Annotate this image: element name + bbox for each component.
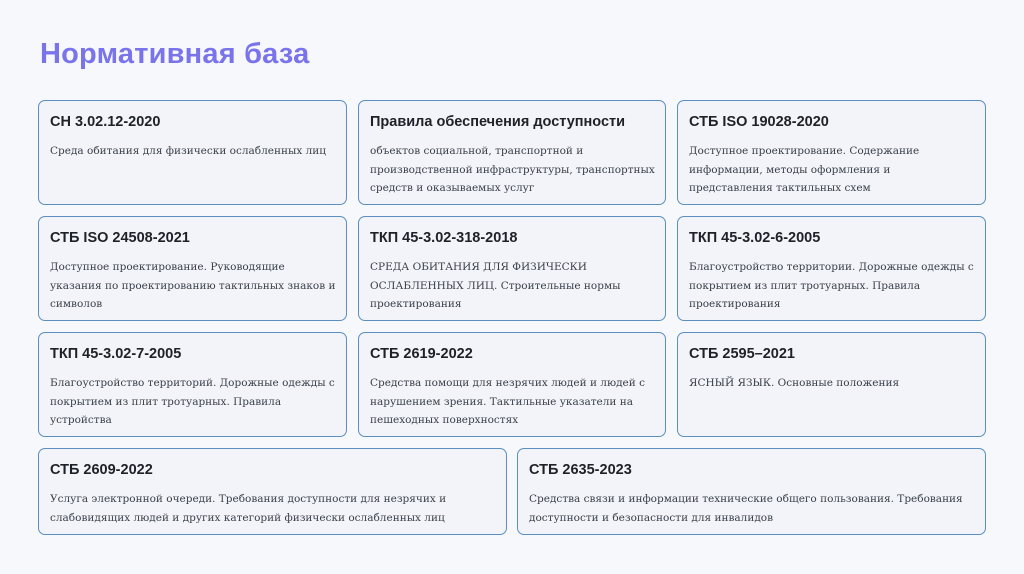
card-title: ТКП 45-3.02-7-2005 [50,346,182,362]
card-title: ТКП 45-3.02-6-2005 [689,230,821,246]
standard-card-stb-2619-2022 [358,332,666,437]
standard-card-stb-2609-2022 [38,448,507,535]
card-description: объектов социальной, транспортной и производственной инфраструктуры, транспортных средств и оказываемых услуг [370,145,655,194]
card-description: Доступное проектирование. Содержание информации, методы оформления и представления тактильных схем [689,145,920,194]
card-title: СН 3.02.12-2020 [50,114,161,130]
standard-card-accessibility-rules [358,100,666,205]
card-title: Правила обеспечения доступности [370,114,626,130]
card-description: Благоустройство территорий. Дорожные одежды с покрытием из плит тротуарных. Правила устройства [50,377,335,426]
page-title: Нормативная база [40,38,310,70]
card-description: Средства помощи для незрячих людей и людей с нарушением зрения. Тактильные указатели на пешеходных поверхностях [370,377,645,426]
standard-card-sn-3-02-12-2020 [38,100,347,205]
card-title: СТБ ISO 24508-2021 [50,230,190,246]
standard-card-stb-2635-2023 [517,448,986,535]
standard-card-tkp-45-3-02-6-2005 [677,216,986,321]
standard-card-tkp-45-3-02-318-2018 [358,216,666,321]
card-title: СТБ 2595–2021 [689,346,795,362]
standard-card-tkp-45-3-02-7-2005 [38,332,347,437]
card-description: СРЕДА ОБИТАНИЯ ДЛЯ ФИЗИЧЕСКИ ОСЛАБЛЕННЫХ ЛИЦ. Строительные нормы проектирования [370,261,621,310]
card-description: Средства связи и информации технические общего пользования. Требования доступности и безопасности для инвалидов [529,493,963,524]
card-description: Благоустройство территории. Дорожные одежды с покрытием из плит тротуарных. Правила проектирования [689,261,974,310]
standard-card-stb-iso-24508-2021 [38,216,347,321]
card-description: Доступное проектирование. Руководящие указания по проектированию тактильных знаков и символов [50,261,336,310]
card-title: СТБ 2619-2022 [370,346,473,362]
standard-card-stb-iso-19028-2020 [677,100,986,205]
card-title: ТКП 45-3.02-318-2018 [370,230,518,246]
card-description: Среда обитания для физически ослабленных лиц [50,145,327,157]
card-description: Услуга электронной очереди. Требования доступности для незрячих и слабовидящих людей и других категорий физически ослабленных лиц [50,493,447,524]
card-title: СТБ 2609-2022 [50,462,153,478]
card-title: СТБ 2635-2023 [529,462,632,478]
card-title: СТБ ISO 19028-2020 [689,114,829,130]
standard-card-stb-2595-2021 [677,332,986,437]
card-description: ЯСНЫЙ ЯЗЫК. Основные положения [689,377,900,389]
